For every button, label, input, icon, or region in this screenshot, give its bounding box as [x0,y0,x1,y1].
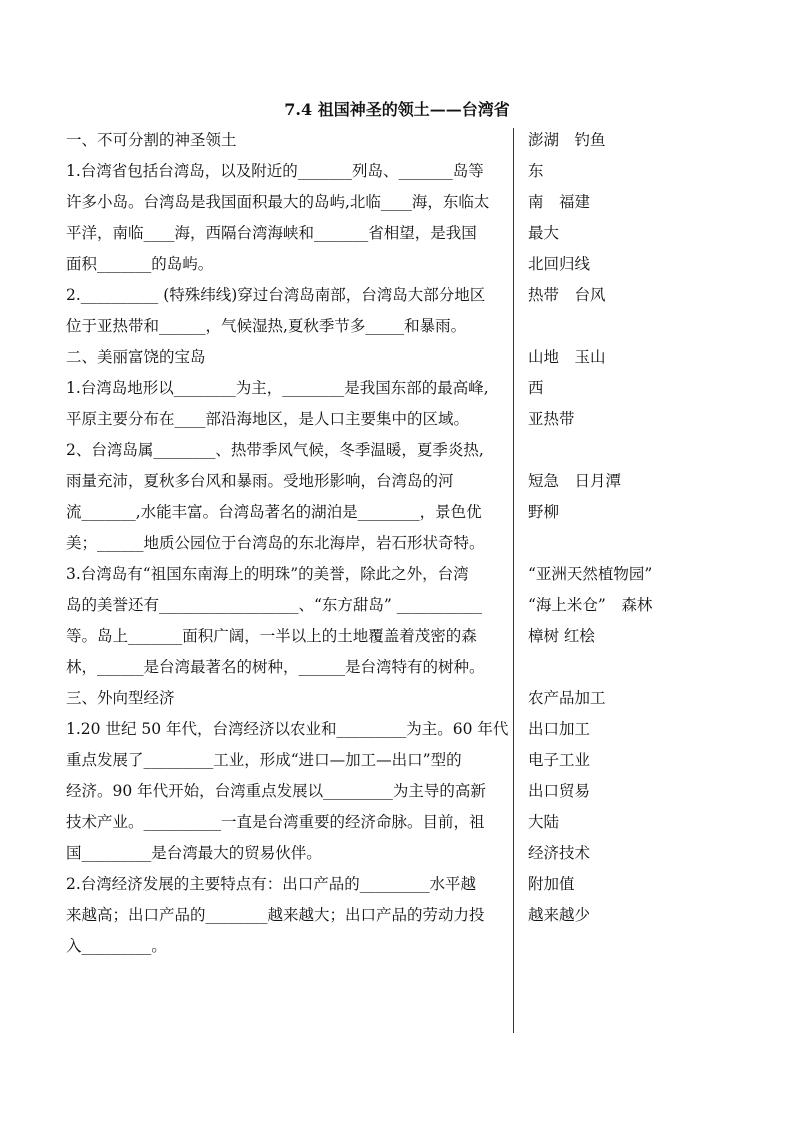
answer-line [528,435,778,466]
question-line: 二、美丽富饶的宝岛 [66,348,206,366]
answer-line: 山地 玉山 [528,348,606,366]
answer-line: “海上米仓” 森林 [528,596,653,614]
question-line: 1.20 世纪 50 年代，台湾经济以农业和_________为主。60 年代 [66,720,509,738]
answer-line: 出口贸易 [528,782,591,800]
answer-line: 大陆 [528,813,560,831]
question-line: 雨量充沛，夏秋多台风和暴雨。受地形影响，台湾岛的河 [66,472,454,490]
question-line: 面积_______的岛屿。 [66,255,214,273]
answer-line: 热带 台风 [528,286,606,304]
question-line: 1.台湾省包括台湾岛，以及附近的_______列岛、_______岛等 [66,162,484,180]
question-line: 平原主要分布在____部沿海地区，是人口主要集中的区域。 [66,410,470,428]
question-line: 岛的美誉还有__________________、“东方甜岛” ___________ [66,596,483,614]
question-line: 等。岛上_______面积广阔，一半以上的土地覆盖着茂密的森 [66,627,477,645]
question-line: 林，______是台湾最著名的树种，______是台湾特有的树种。 [66,658,485,676]
question-line: 重点发展了_________工业，形成“进口—加工—出口”型的 [66,751,462,769]
answer-line: 东 [528,162,544,180]
answer-column [528,125,778,962]
answer-line: 西 [528,379,544,397]
question-line: 2.台湾经济发展的主要特点有：出口产品的_________水平越 [66,875,477,893]
question-line: 入_________。 [66,937,167,955]
question-line: 许多小岛。台湾岛是我国面积最大的岛屿,北临____海，东临太 [66,193,490,211]
answer-line: 电子工业 [528,751,591,769]
question-line: 来越高；出口产品的________越来越大；出口产品的劳动力投 [66,906,485,924]
answer-line: 北回归线 [528,255,591,273]
question-line: 一、不可分割的神圣领土 [66,131,237,149]
question-line: 技术产业。__________一直是台湾重要的经济命脉。目前，祖 [66,813,485,831]
question-line: 位于亚热带和______，气候湿热,夏秋季节多_____和暴雨。 [66,317,467,335]
answer-line: 农产品加工 [528,689,606,707]
answer-line: 最大 [528,224,560,242]
answer-line [528,931,778,962]
question-line: 流_______,水能丰富。台湾岛著名的湖泊是________，景色优 [66,503,482,521]
answer-line: 澎湖 钓鱼 [528,131,606,149]
column-divider [513,128,514,1033]
answer-line: 亚热带 [528,410,575,428]
question-line: 1.台湾岛地形以________为主，________是我国东部的最高峰, [66,379,489,397]
question-line: 2、台湾岛属________、热带季风气候，冬季温暖，夏季炎热, [66,441,484,459]
answer-line: 附加值 [528,875,575,893]
question-line: 平洋，南临____海，西隔台湾海峡和_______省相望，是我国 [66,224,477,242]
page-title: 7.4 祖国神圣的领土——台湾省 [284,100,510,119]
question-line: 3.台湾岛有“祖国东南海上的明珠”的美誉，除此之外，台湾 [66,565,469,583]
answer-line: 樟树 红桧 [528,627,595,645]
answer-line: 南 福建 [528,193,591,211]
question-line: 三、外向型经济 [66,689,175,707]
question-line: 美；______地质公园位于台湾岛的东北海岸，岩石形状奇特。 [66,534,485,552]
question-line: 2.__________ (特殊纬线)穿过台湾岛南部，台湾岛大部分地区 [66,286,486,304]
question-line: 经济。90 年代开始，台湾重点发展以_________为主导的高新 [66,782,486,800]
answer-line: 出口加工 [528,720,591,738]
answer-line [528,528,778,559]
worksheet-questions [66,125,509,962]
answer-line: “亚洲天然植物园” [528,565,653,583]
answer-line: 经济技术 [528,844,591,862]
answer-line: 短急 日月潭 [528,472,622,490]
answer-line: 野柳 [528,503,560,521]
answer-line: 越来越少 [528,906,591,924]
answer-line [528,652,778,683]
question-line: 国_________是台湾最大的贸易伙伴。 [66,844,322,862]
answer-line [528,311,778,342]
